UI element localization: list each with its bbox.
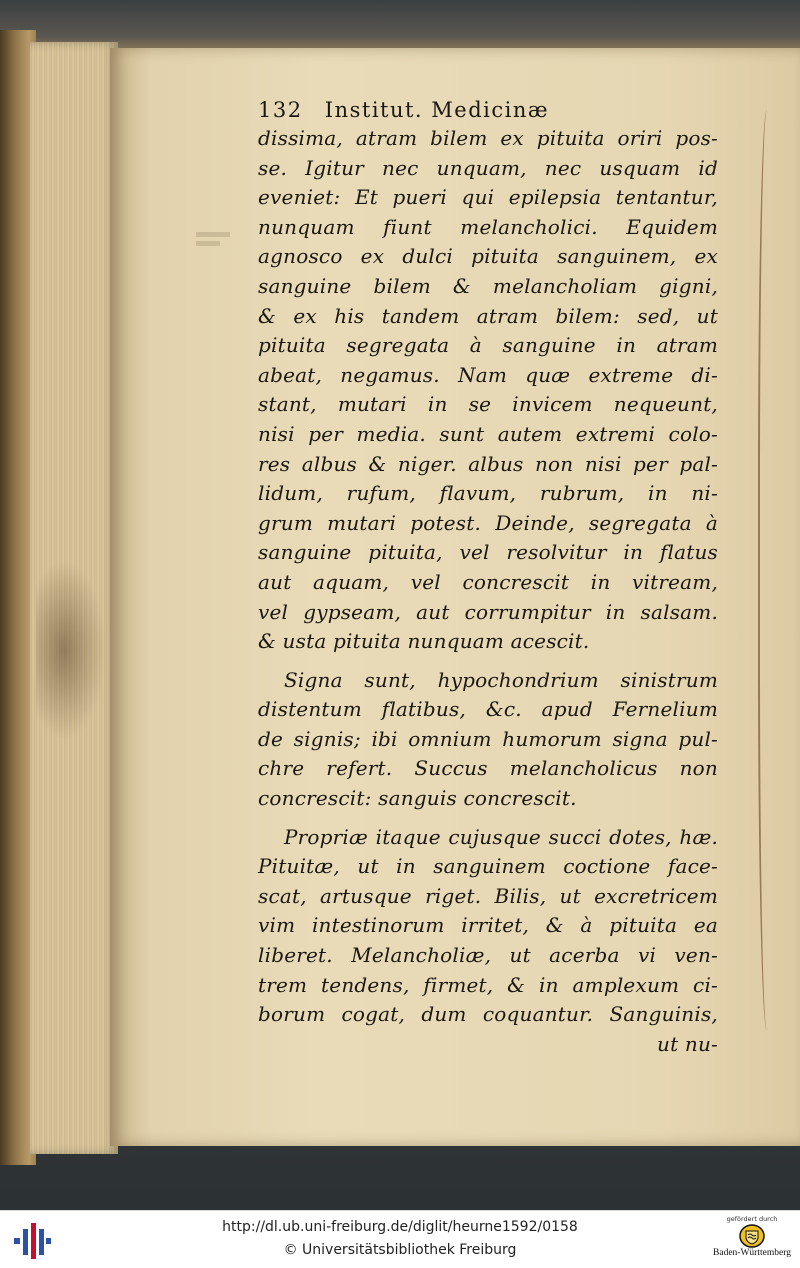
text-line: Signa sunt, hypochondrium sinistrum — [284, 667, 718, 692]
text-line: se. Igitur nec unquam, nec usquam id — [258, 155, 718, 180]
text-line: ut nu- — [657, 1031, 718, 1056]
text-line: nisi per media. sunt autem extremi colo- — [258, 421, 718, 446]
text-line: liberet. Melancholiæ, ut acerba vi ven- — [258, 943, 718, 968]
text-paragraphs — [258, 124, 718, 1059]
text-line: & ex his tandem atram bilem: sed, ut — [258, 303, 718, 328]
page-number: 132 — [258, 98, 303, 122]
sponsor-name: Baden-Württemberg — [713, 1248, 791, 1258]
book-cover-top — [0, 0, 800, 52]
binding-thread — [758, 110, 780, 1030]
text-line: sanguine pituita, vel resolvitur in flatus — [258, 540, 718, 565]
text-line: grum mutari potest. Deinde, segregata à — [258, 510, 718, 535]
text-line: agnosco ex dulci pituita sanguinem, ex — [258, 244, 718, 269]
text-line: concrescit: sanguis concrescit. — [258, 786, 577, 811]
paragraph-gap — [258, 814, 718, 823]
document-url[interactable]: http://dl.ub.uni-freiburg.de/diglit/heurne1592/0158 — [222, 1219, 578, 1235]
viewer-footer — [0, 1210, 800, 1268]
text-line: distentum flatibus, &c. apud Fernelium — [258, 697, 718, 722]
text-line: dissima, atram bilem ex pituita oriri pos- — [258, 126, 718, 150]
page-edge-stain — [36, 560, 106, 740]
text-line: abeat, negamus. Nam quæ extreme di- — [258, 362, 718, 387]
text-line: & usta pituita nunquam acescit. — [258, 629, 590, 654]
text-line: Pituitæ, ut in sanguinem coctione face- — [258, 854, 718, 879]
text-line: res albus & niger. albus non nisi per pal- — [258, 451, 718, 476]
text-line: trem tendens, firmet, & in amplexum ci- — [258, 972, 718, 997]
sponsor-block — [712, 1215, 792, 1267]
paragraph — [258, 823, 718, 1060]
text-line: borum cogat, dum coquantur. Sanguinis, — [258, 1002, 718, 1027]
show-through-marks — [196, 228, 236, 258]
text-line: nunquam fiunt melancholici. Equidem — [258, 214, 718, 239]
text-line: stant, mutari in se invicem nequeunt, — [258, 392, 718, 417]
text-line: Propriæ itaque cujusque succi dotes, hæ. — [284, 824, 718, 849]
running-head-title: Institut. Medicinæ — [324, 98, 550, 122]
baden-wuerttemberg-seal-icon — [739, 1224, 765, 1248]
text-line: vim intestinorum irritet, & à pituita ea — [258, 913, 718, 938]
paragraph — [258, 124, 718, 657]
text-line: vel gypseam, aut corrumpitur in salsam. — [258, 599, 718, 624]
text-line: de signis; ibi omnium humorum signa pul- — [258, 726, 718, 751]
text-line: scat, artusque riget. Bilis, ut excretricem — [258, 883, 718, 908]
copyright-notice: © Universitätsbibliothek Freiburg — [283, 1242, 517, 1258]
text-line: eveniet: Et pueri qui epilepsia tentantur, — [258, 185, 718, 210]
text-line: chre refert. Succus melancholicus non — [258, 756, 718, 781]
sponsor-note: gefördert durch — [726, 1215, 778, 1223]
paragraph — [258, 666, 718, 814]
running-header — [258, 96, 718, 124]
text-line: sanguine bilem & melancholiam gigni, — [258, 273, 718, 298]
text-line: aut aquam, vel concrescit in vitream, — [258, 569, 718, 594]
text-line: lidum, rufum, flavum, rubrum, in ni- — [258, 481, 718, 506]
text-line: pituita segregata à sanguine in atram — [258, 333, 718, 358]
paragraph-gap — [258, 657, 718, 666]
page-text — [258, 96, 718, 1059]
